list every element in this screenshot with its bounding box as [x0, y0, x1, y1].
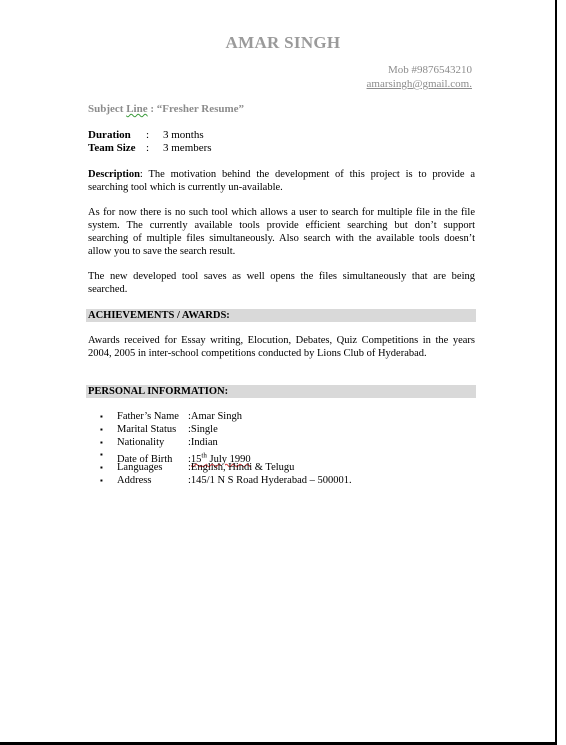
achievements-text: Awards received for Essay writing, Elocution, Debates, Quiz Competitions in the years 2004, 2005 in inter-school competitions conducted by Lions Club of Hyderabad.	[88, 335, 475, 359]
list-item	[100, 424, 352, 437]
mobile-number: Mob #9876543210	[387, 64, 472, 76]
resume-name: AMAR SINGH	[225, 33, 341, 52]
nationality-value: Indian	[190, 436, 218, 448]
email-link[interactable]: amarsingh@gmail.com.	[366, 78, 472, 90]
address-value: 145/1 N S Road Hyderabad – 500001.	[190, 474, 352, 486]
address-label: Address	[117, 474, 152, 486]
page-gutter	[557, 0, 566, 745]
languages-colon: :	[188, 462, 191, 474]
team-size-value: 3 members	[163, 142, 212, 154]
list-item	[100, 449, 352, 465]
dob-day: 15	[190, 453, 202, 465]
personal-info-heading: PERSONAL INFORMATION:	[86, 385, 476, 398]
marital-status-label: Marital Status	[117, 423, 177, 435]
dob-label: Date of Birth	[117, 453, 173, 465]
list-item	[100, 475, 352, 488]
description-paragraph-2: As for now there is no such tool which allows a user to search for multiple file in the file system. The currently available tools provide efficient searching but don’t support searching of multiple files simultaneously. Also search with the available tools doesn’t allow you to save the search result.	[88, 207, 475, 257]
duration-row	[88, 129, 204, 141]
dob-month-year: July 1990	[206, 453, 251, 465]
bullet-icon: ▪	[100, 463, 103, 473]
fathers-name-text: Amar Singh	[190, 411, 242, 422]
marital-status-value: Single	[190, 423, 218, 435]
list-item	[100, 437, 352, 450]
languages-value: English, Hindi & Telugu	[190, 462, 295, 474]
bullet-icon: ▪	[100, 437, 103, 447]
bullet-icon: ▪	[100, 424, 103, 434]
list-item	[100, 462, 352, 475]
fathers-name-label: Father’s Name	[117, 411, 179, 422]
nationality-label: Nationality	[117, 436, 165, 448]
nationality-colon: :	[188, 436, 191, 448]
team-size-colon: :	[146, 142, 150, 154]
bullet-icon: ▪	[100, 412, 103, 421]
team-size-row	[88, 142, 212, 154]
description-paragraph	[88, 168, 475, 194]
bullet-icon: ▪	[100, 475, 103, 485]
personal-info-list	[100, 411, 352, 488]
achievements-heading: ACHIEVEMENTS / AWARDS:	[86, 309, 476, 322]
languages-label: Languages	[117, 462, 163, 474]
address-colon: :	[188, 474, 191, 486]
fathers-name-value	[191, 411, 242, 422]
description-label: Description	[88, 169, 140, 180]
duration-label: Duration	[88, 129, 131, 141]
dob-day-suffix: th	[201, 451, 207, 460]
marital-status-colon: :	[188, 423, 191, 435]
bullet-icon: ▪	[100, 450, 103, 460]
subject-label: Subject Line :	[88, 103, 155, 115]
duration-colon: :	[146, 129, 150, 141]
description-text: : The motivation behind the development of this project is to provide a searching tool which is currently un-available.	[88, 169, 475, 193]
subject-label-word: Line	[126, 103, 148, 115]
team-size-label: Team Size	[88, 142, 136, 154]
fathers-name-colon: :	[188, 411, 191, 422]
dob-colon: :	[188, 453, 191, 465]
subject-line	[88, 103, 244, 115]
subject-value: “Fresher Resume”	[154, 103, 245, 115]
description-paragraph-3: The new developed tool saves as well opens the files simultaneously that are being searched.	[88, 271, 475, 295]
duration-value: 3 months	[163, 129, 204, 141]
list-item	[100, 411, 352, 424]
